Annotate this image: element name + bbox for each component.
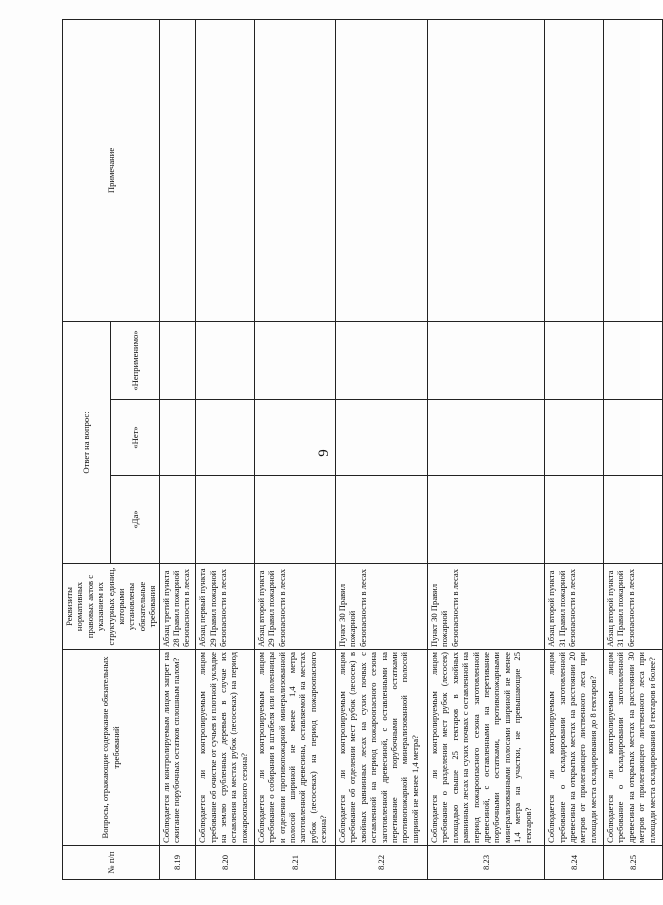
answer-na-cell[interactable] [196,321,255,399]
row-num: 8.19 [159,846,196,880]
answer-yes-cell[interactable] [335,476,427,564]
header-no: «Нет» [111,400,159,476]
answer-yes-cell[interactable] [254,476,335,564]
row-requisite: Абзац второй пункта 31 Правил пожарной безопасности в лесах [603,564,662,650]
row-requisite: Абзац второй пункта 29 Правил пожарной безопасности в лесах [254,564,335,650]
table-row [545,19,604,879]
note-cell[interactable] [603,19,662,321]
answer-yes-cell[interactable] [427,476,544,564]
answer-no-cell[interactable] [254,400,335,476]
answer-yes-cell[interactable] [159,476,196,564]
note-cell[interactable] [254,19,335,321]
row-num: 8.24 [545,846,604,880]
row-question: Соблюдается ли контролируемым лицом требование об очистке от сучьев и плотной укладке на землю срубленных деревьев в случае их оставления на местах рубок (лесосеках) на период пожароопасного сезона? [196,650,255,846]
row-requisite: Пункт 30 Правил пожарной безопасности в лесах [427,564,544,650]
table-row [254,19,335,879]
note-cell[interactable] [427,19,544,321]
row-requisite: Абзац первый пункта 29 Правил пожарной безопасности в лесах [196,564,255,650]
table-row [335,19,427,879]
row-requisite: Абзац второй пункта 31 Правил пожарной безопасности в лесах [545,564,604,650]
note-cell[interactable] [335,19,427,321]
header-answer-group: Ответ на вопрос: [63,321,111,563]
row-num: 8.21 [254,846,335,880]
checklist-table [62,19,663,880]
row-question: Соблюдается ли контролируемым лицом требование о складировании заготовленной древесины на открытых местах на расстоянии 30 метров от прилегающего лиственного леса при площади места складирования 8 гектаров и более? [603,650,662,846]
answer-na-cell[interactable] [427,321,544,399]
table-row [159,19,196,879]
table-row [427,19,544,879]
answer-no-cell[interactable] [159,400,196,476]
answer-na-cell[interactable] [603,321,662,399]
table-row [196,19,255,879]
table-row [603,19,662,879]
header-num: № п/п [63,846,160,880]
row-num: 8.23 [427,846,544,880]
header-question: Вопросы, отражающие содержание обязательных требований [63,650,160,846]
answer-no-cell[interactable] [603,400,662,476]
row-question: Соблюдается ли контролируемым лицом требование о складировании заготовленной древесины на открытых местах на расстоянии 20 метров от прилегающего лиственного леса при площади места складирования до 8 гектаров? [545,650,604,846]
answer-no-cell[interactable] [427,400,544,476]
page-number: 9 [316,449,332,457]
answer-yes-cell[interactable] [545,476,604,564]
answer-yes-cell[interactable] [603,476,662,564]
answer-yes-cell[interactable] [196,476,255,564]
header-yes: «Да» [111,476,159,564]
answer-no-cell[interactable] [335,400,427,476]
row-num: 8.20 [196,846,255,880]
row-question: Соблюдается ли контролируемым лицом требование о разделении мест рубок (лесосек) площадью свыше 25 гектаров в хвойных равнинных лесах на сухих почвах с оставленной на период пожароопасного сезона заготовленной древесиной, с оставленными на перетивание порубочными остатками, противопожарными минерализованными полосами шириной не менее 1,4 метра на участки, не превышающие 25 гектаров? [427,650,544,846]
answer-na-cell[interactable] [335,321,427,399]
row-question: Соблюдается ли контролируемым лицом требование об отделении мест рубок (лесосек) в хвойных равнинных лесах на сухих почвах с оставленной на период пожароопасного сезона заготовленной древесиной, с оставленными на перетивание порубочными остатками противопожарной минерализованной полосой шириной не менее 1,4 метра? [335,650,427,846]
row-requisite: Абзац третий пункта 28 Правил пожарной безопасности в лесах [159,564,196,650]
note-cell[interactable] [545,19,604,321]
answer-no-cell[interactable] [545,400,604,476]
answer-na-cell[interactable] [159,321,196,399]
row-question: Соблюдается ли контролируемым лицом требование о собирании в штабеля или поленницы и отделении противопожарной минерализованной полосой шириной не менее 1,4 метра заготовленной древесины, оставляемой на местах рубок (лесосеках) на период пожароопасного сезона? [254,650,335,846]
checklist-table-wrapper [62,20,657,880]
note-cell[interactable] [159,19,196,321]
header-requisites: Реквизиты нормативных правовых актов с указанием их структурных единиц, которыми установлены обязательные требования [63,564,160,650]
note-cell[interactable] [196,19,255,321]
row-requisite: Пункт 30 Правил пожарной безопасности в лесах [335,564,427,650]
answer-no-cell[interactable] [196,400,255,476]
row-num: 8.22 [335,846,427,880]
row-question: Соблюдается ли контролируемым лицом запрет на сжигание порубочных остатков сплошным палом? [159,650,196,846]
row-num: 8.25 [603,846,662,880]
header-na: «Неприменимо» [111,321,159,399]
answer-na-cell[interactable] [545,321,604,399]
answer-na-cell[interactable] [254,321,335,399]
header-note: Примечание [63,19,160,321]
